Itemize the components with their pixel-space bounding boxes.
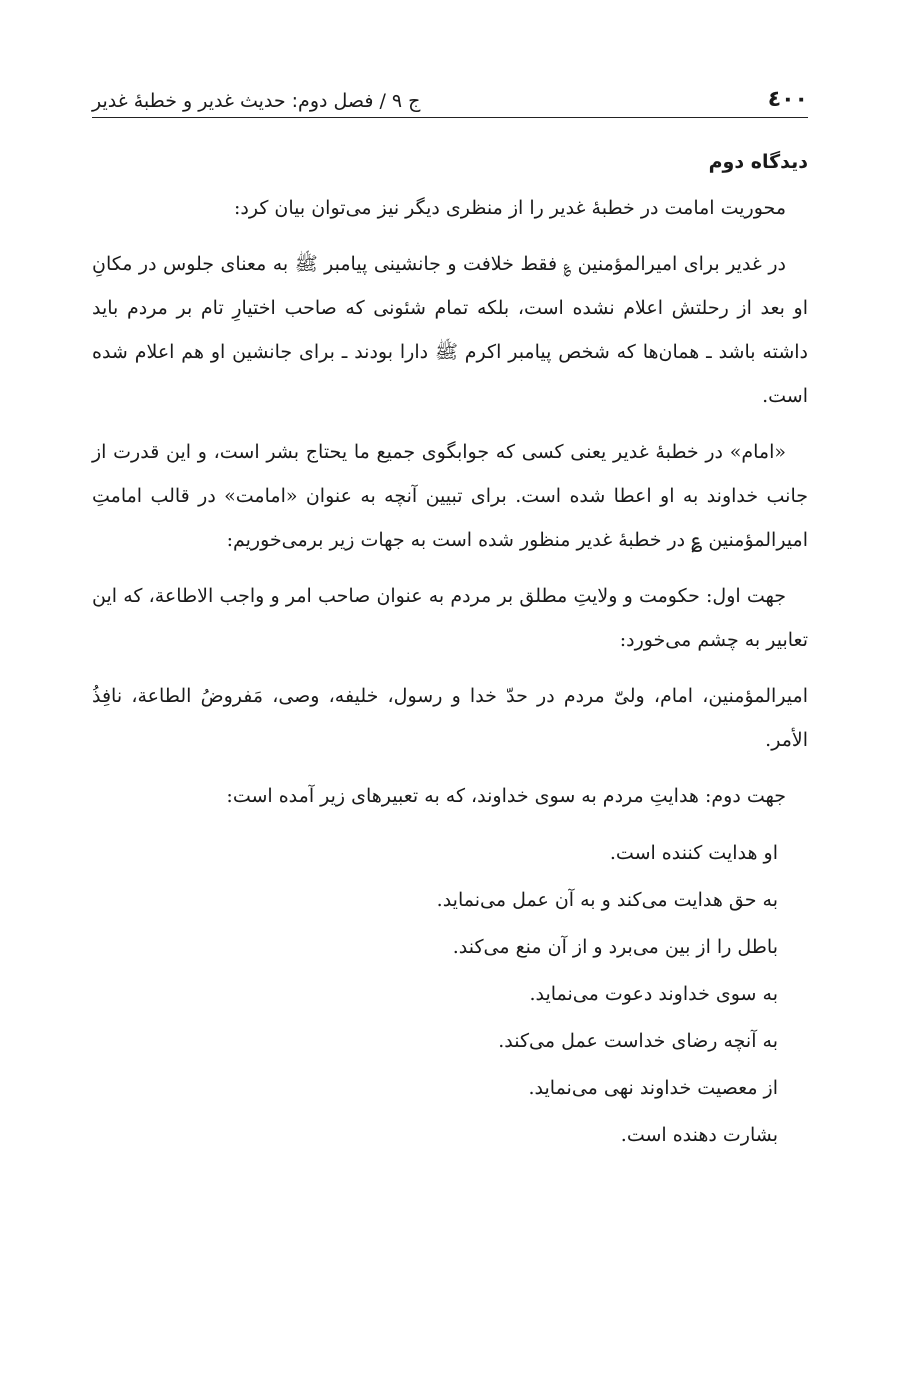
body-paragraph: در غدیر برای امیرالمؤمنین ؏ فقط خلافت و جانشینی پیامبر ﷺ به معنای جلوس در مکانِ او بعد از رحلتش اعلام نشده است، بلکه تمام شئونی که صاحب اختیارِ تام بر مردم باید داشته باشد ـ همان‌ها که شخص پیامبر اکرم ﷺ دارا بودند ـ برای جانشین او هم اعلام شده است. bbox=[92, 253, 808, 407]
list-item: به آنچه رضای خداست عمل می‌کند. bbox=[498, 1030, 778, 1052]
list-item: او هدایت کننده است. bbox=[609, 842, 778, 864]
list-item: بشارت دهنده است. bbox=[620, 1124, 778, 1146]
header-divider bbox=[92, 117, 808, 118]
intro-paragraph: محوریت امامت در خطبۀ غدیر را از منظری دیگر نیز می‌توان بیان کرد: bbox=[234, 197, 786, 219]
body-paragraph: جهت دوم: هدایتِ مردم به سوی خداوند، که به تعبیرهای زیر آمده است: bbox=[226, 785, 786, 807]
body-paragraph: جهت اول: حکومت و ولایتِ مطلق بر مردم به عنوان صاحب امر و واجب الاطاعة، که این تعابیر به چشم می‌خورد: bbox=[92, 585, 808, 651]
list-item: به سوی خداوند دعوت می‌نماید. bbox=[529, 983, 778, 1005]
guidance-list bbox=[92, 830, 778, 1159]
list-item: از معصیت خداوند نهی می‌نماید. bbox=[528, 1077, 778, 1099]
page-number: ٤٠٠ bbox=[767, 87, 808, 112]
page-header bbox=[92, 72, 808, 112]
section-heading: دیدگاه دوم bbox=[708, 151, 808, 173]
body-paragraph: «امام» در خطبۀ غدیر یعنی کسی که جوابگوی جمیع ما یحتاج بشر است، و این قدرت از جانب خداوند به او اعطا شده است. برای تبیین آنچه به عنوان «امامت» در قالب امامتِ امیرالمؤمنین ؏ در خطبۀ غدیر منظور شده است به جهات زیر برمی‌خوریم: bbox=[92, 441, 808, 551]
running-title: ج ۹ / فصل دوم: حدیث غدیر و خطبۀ غدیر bbox=[92, 90, 421, 112]
page-body bbox=[92, 140, 808, 1159]
list-item: به حق هدایت می‌کند و به آن عمل می‌نماید. bbox=[436, 889, 778, 911]
list-item: باطل را از بین می‌برد و از آن منع می‌کند. bbox=[452, 936, 778, 958]
body-paragraph: امیرالمؤمنین، امام، ولیّ مردم در حدّ خدا و رسول، خلیفه، وصی، مَفروضُ الطاعة، نافِذُ الأمر. bbox=[92, 685, 808, 751]
